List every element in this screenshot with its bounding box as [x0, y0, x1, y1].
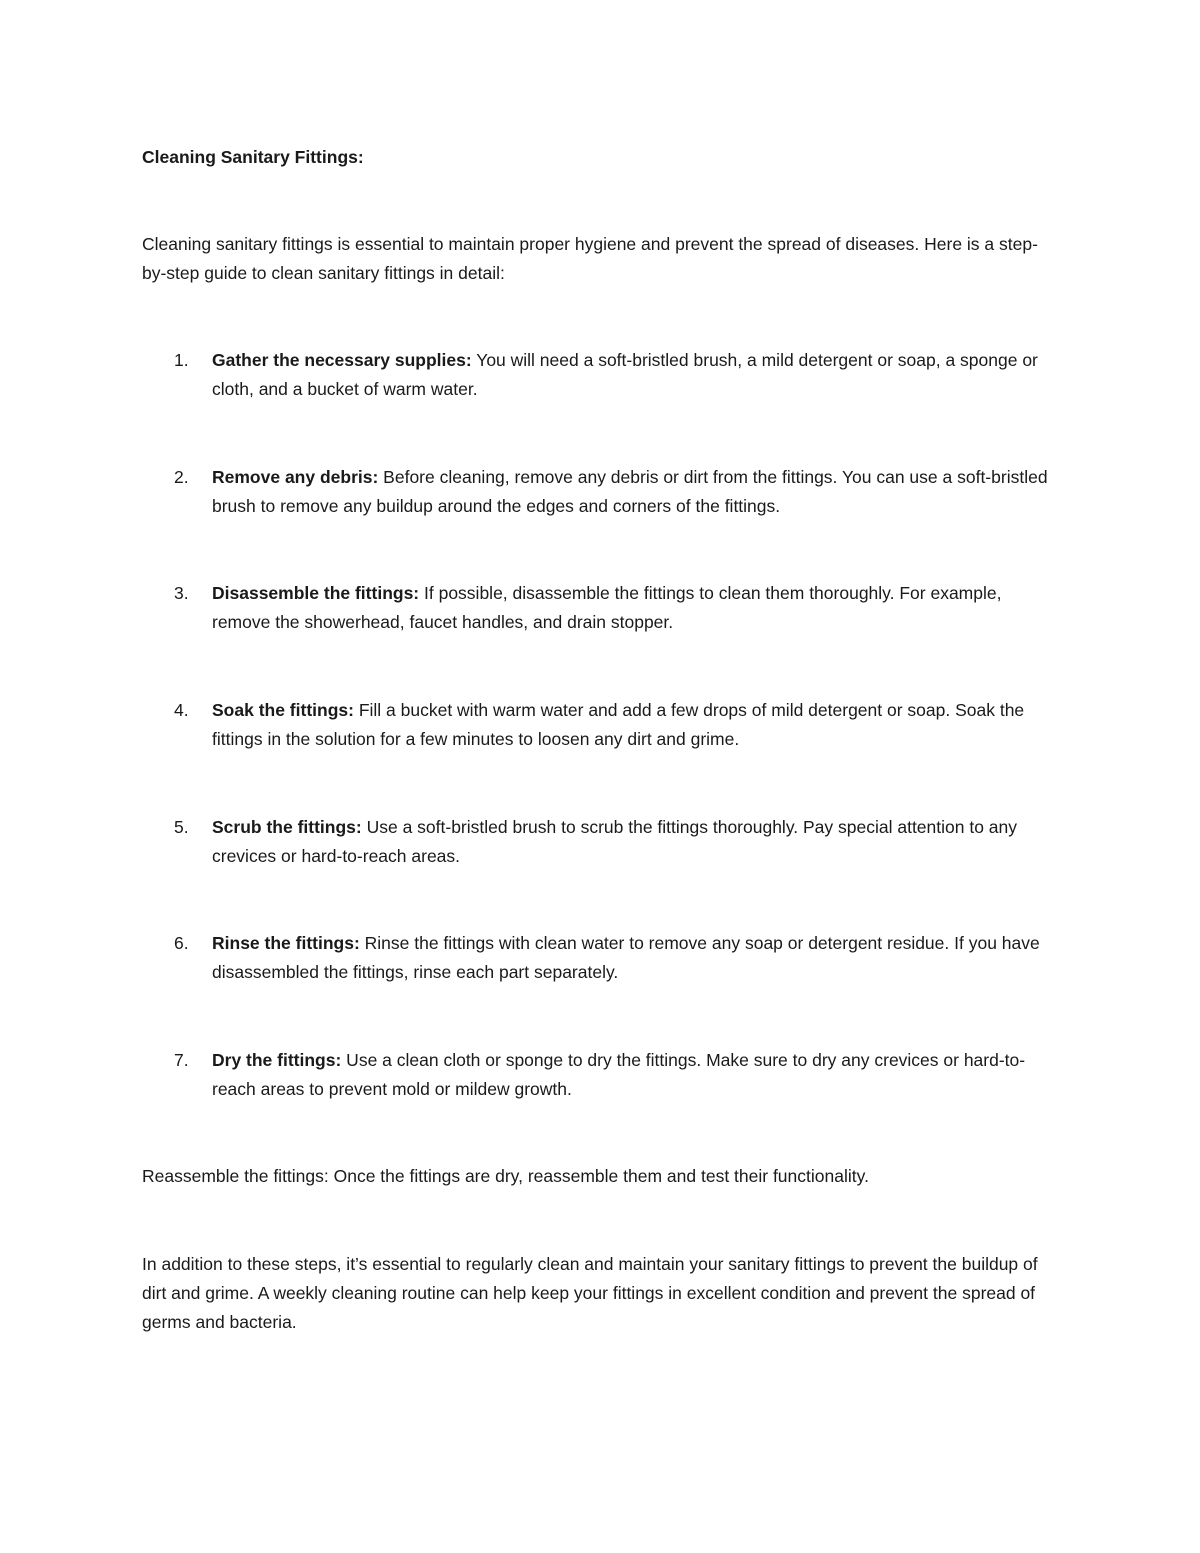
list-item-number: 7. [174, 1050, 189, 1070]
list-item [174, 346, 1064, 404]
list-item-lead: Soak the fittings: [212, 700, 354, 720]
list-item [174, 579, 1064, 637]
list-item-text: Use a clean cloth or sponge to dry the fittings. Make sure to dry any crevices or hard-to-reach areas to prevent mold or mildew growth. [212, 1050, 1026, 1099]
list-item-number: 5. [174, 817, 189, 837]
list-item [174, 1046, 1064, 1104]
list-item-lead: Gather the necessary supplies: [212, 350, 472, 370]
list-item-text: Before cleaning, remove any debris or dirt from the fittings. You can use a soft-bristled brush to remove any buildup around the edges and corners of the fittings. [212, 467, 1048, 516]
list-item-lead: Disassemble the fittings: [212, 583, 420, 603]
list-item-text: Rinse the fittings with clean water to remove any soap or detergent residue. If you have disassembled the fittings, rinse each part separately. [212, 933, 1040, 982]
list-item-text: You will need a soft-bristled brush, a mild detergent or soap, a sponge or cloth, and a bucket of warm water. [212, 350, 1038, 399]
list-item-body [212, 463, 1064, 521]
document-title: Cleaning Sanitary Fittings: [142, 147, 364, 167]
closing-paragraph: In addition to these steps, it’s essential to regularly clean and maintain your sanitary fittings to prevent the buildup of dirt and grime. A weekly cleaning routine can help keep your fittings in excellent condition and prevent the spread of germs and bacteria. [142, 1254, 1038, 1332]
intro-paragraph: Cleaning sanitary fittings is essential to maintain proper hygiene and prevent the spread of diseases. Here is a step-by-step guide to clean sanitary fittings in detail: [142, 234, 1038, 283]
list-item-body [212, 696, 1064, 754]
list-item-lead: Remove any debris: [212, 467, 379, 487]
list-item [174, 929, 1064, 987]
list-item-lead: Dry the fittings: [212, 1050, 342, 1070]
list-item-body [212, 579, 1064, 637]
list-item [174, 813, 1064, 871]
list-item-number: 6. [174, 933, 189, 953]
list-item-number: 4. [174, 700, 189, 720]
list-item [174, 696, 1064, 754]
list-item-body [212, 929, 1064, 987]
list-item-body [212, 813, 1064, 871]
list-item-text: Fill a bucket with warm water and add a few drops of mild detergent or soap. Soak the fittings in the solution for a few minutes to loosen any dirt and grime. [212, 700, 1025, 749]
list-item-body [212, 346, 1064, 404]
list-item-body [212, 1046, 1064, 1104]
list-item-number: 1. [174, 350, 189, 370]
list-item-text: If possible, disassemble the fittings to clean them thoroughly. For example, remove the showerhead, faucet handles, and drain stopper. [212, 583, 1002, 632]
list-item-lead: Rinse the fittings: [212, 933, 360, 953]
list-item-text: Use a soft-bristled brush to scrub the fittings thoroughly. Pay special attention to any crevices or hard-to-reach areas. [212, 817, 1018, 866]
list-item [174, 463, 1064, 521]
list-item-number: 2. [174, 467, 189, 487]
list-item-number: 3. [174, 583, 189, 603]
reassemble-paragraph: Reassemble the fittings: Once the fittings are dry, reassemble them and test their functionality. [142, 1166, 869, 1186]
list-item-lead: Scrub the fittings: [212, 817, 362, 837]
